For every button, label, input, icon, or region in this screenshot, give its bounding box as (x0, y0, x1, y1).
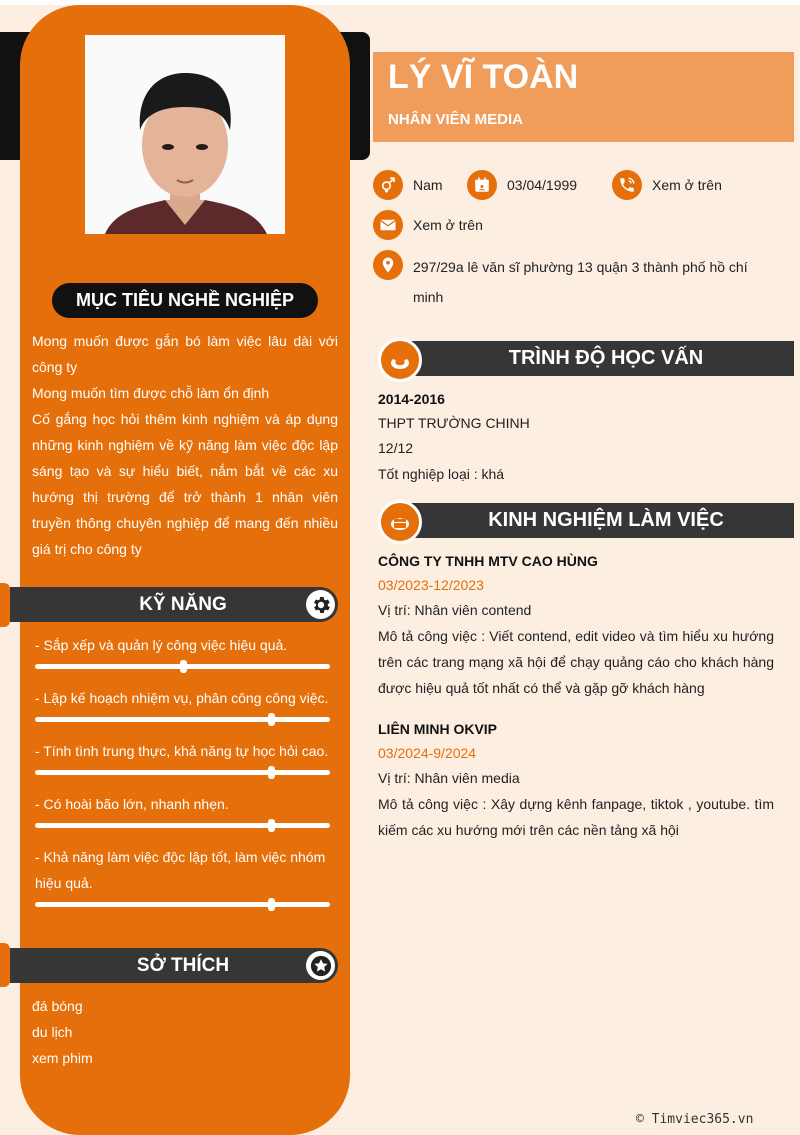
skill-bar (35, 823, 330, 828)
hobby-item: xem phim (32, 1050, 93, 1066)
skill-item: - Khả năng làm việc độc lập tốt, làm việc nhóm hiệu quả. (35, 849, 326, 891)
candidate-name: LÝ VĨ TOÀN (388, 58, 579, 96)
skills-title: KỸ NĂNG (139, 594, 227, 615)
job-position: Vị trí: Nhân viên media (378, 770, 520, 786)
gear-icon (306, 590, 335, 619)
objective-paragraph: Mong muốn được gắn bó làm việc lâu dài với công ty (32, 333, 338, 375)
skill-bar (35, 770, 330, 775)
objective-paragraph: Cố gắng học hỏi thêm kinh nghiệm và áp dụng những kinh nghiệm về kỹ năng làm việc độc lập sáng tạo và sự hiểu biết, nắm bắt về các xu hướng thị trường để trở thành 1 nhân viên truyền thông chuyên nghiệp để mang đến nhiều giá trị cho công ty (32, 411, 338, 557)
address-text: 297/29a lê văn sĩ phường 13 quận 3 thành phố hồ chí minh (413, 259, 748, 305)
graduation-cap-icon (378, 338, 422, 382)
education-result: Tốt nghiệp loại : khá (378, 466, 505, 482)
skill-level-knob (180, 660, 187, 673)
skill-level-knob (268, 898, 275, 911)
phone-text: Xem ở trên (652, 177, 722, 193)
skill-level-knob (268, 819, 275, 832)
email-text: Xem ở trên (413, 217, 483, 233)
email-icon (373, 210, 403, 240)
footer-copyright: © Timviec365.vn (636, 1112, 754, 1127)
skill-bar (35, 664, 330, 669)
education-school: THPT TRƯỜNG CHINH (378, 415, 530, 431)
profile-photo (85, 35, 285, 234)
job-period: 03/2023-12/2023 (378, 577, 484, 593)
education-title: TRÌNH ĐỘ HỌC VẤN (508, 347, 704, 369)
hobbies-tick (0, 943, 10, 987)
skill-level-knob (268, 713, 275, 726)
skills-heading (10, 587, 338, 622)
job-period: 03/2024-9/2024 (378, 745, 477, 761)
job-description: Mô tả công việc : Viết contend, edit video và tìm hiểu xu hướng trên các trang mạng xã hội để chạy quảng cáo cho khách hàng được hiệu quả tốt nhất có thể và gặp gỡ khách hàng (378, 628, 774, 696)
job-company: LIÊN MINH OKVIP (378, 721, 498, 737)
hobby-item: du lịch (32, 1024, 73, 1040)
skill-item: - Có hoài bão lớn, nhanh nhẹn. (35, 796, 229, 812)
skill-level-knob (268, 766, 275, 779)
hobby-item: đá bóng (32, 998, 83, 1014)
experience-title: KINH NGHIỆM LÀM VIỆC (488, 509, 724, 531)
experience-heading (378, 500, 794, 540)
skills-tick (0, 583, 10, 627)
hobbies-heading (10, 948, 338, 983)
skill-item: - Lập kế hoạch nhiệm vụ, phân công công việc. (35, 690, 329, 706)
skill-item: - Sắp xếp và quản lý công việc hiệu quả. (35, 637, 288, 653)
job-title: NHÂN VIÊN MEDIA (388, 111, 524, 128)
career-objective-text (32, 328, 338, 562)
education-grade: 12/12 (378, 440, 414, 456)
education-period: 2014-2016 (378, 391, 445, 407)
phone-icon (612, 170, 642, 200)
education-heading (378, 338, 794, 378)
calendar-icon (467, 170, 497, 200)
job-description: Mô tả công việc : Xây dựng kênh fanpage, tiktok , youtube. tìm kiếm các xu hướng mới trên các nền tảng xã hội (378, 796, 774, 838)
skill-bar (35, 717, 330, 722)
job-company: CÔNG TY TNHH MTV CAO HÙNG (378, 553, 598, 569)
gender-icon (373, 170, 403, 200)
gender-text: Nam (413, 177, 443, 193)
job-position: Vị trí: Nhân viên contend (378, 602, 532, 618)
objective-paragraph: Mong muốn tìm được chỗ làm ổn định (32, 385, 270, 401)
name-block (373, 52, 794, 142)
career-objective-title: MỤC TIÊU NGHỀ NGHIỆP (52, 283, 318, 318)
star-icon (306, 951, 335, 980)
birthday-text: 03/04/1999 (507, 177, 578, 193)
skill-bar (35, 902, 330, 907)
skill-item: - Tính tình trung thực, khả năng tự học hỏi cao. (35, 743, 329, 759)
briefcase-icon (378, 500, 422, 544)
hobbies-title: SỞ THÍCH (136, 955, 230, 976)
location-icon (373, 250, 403, 280)
